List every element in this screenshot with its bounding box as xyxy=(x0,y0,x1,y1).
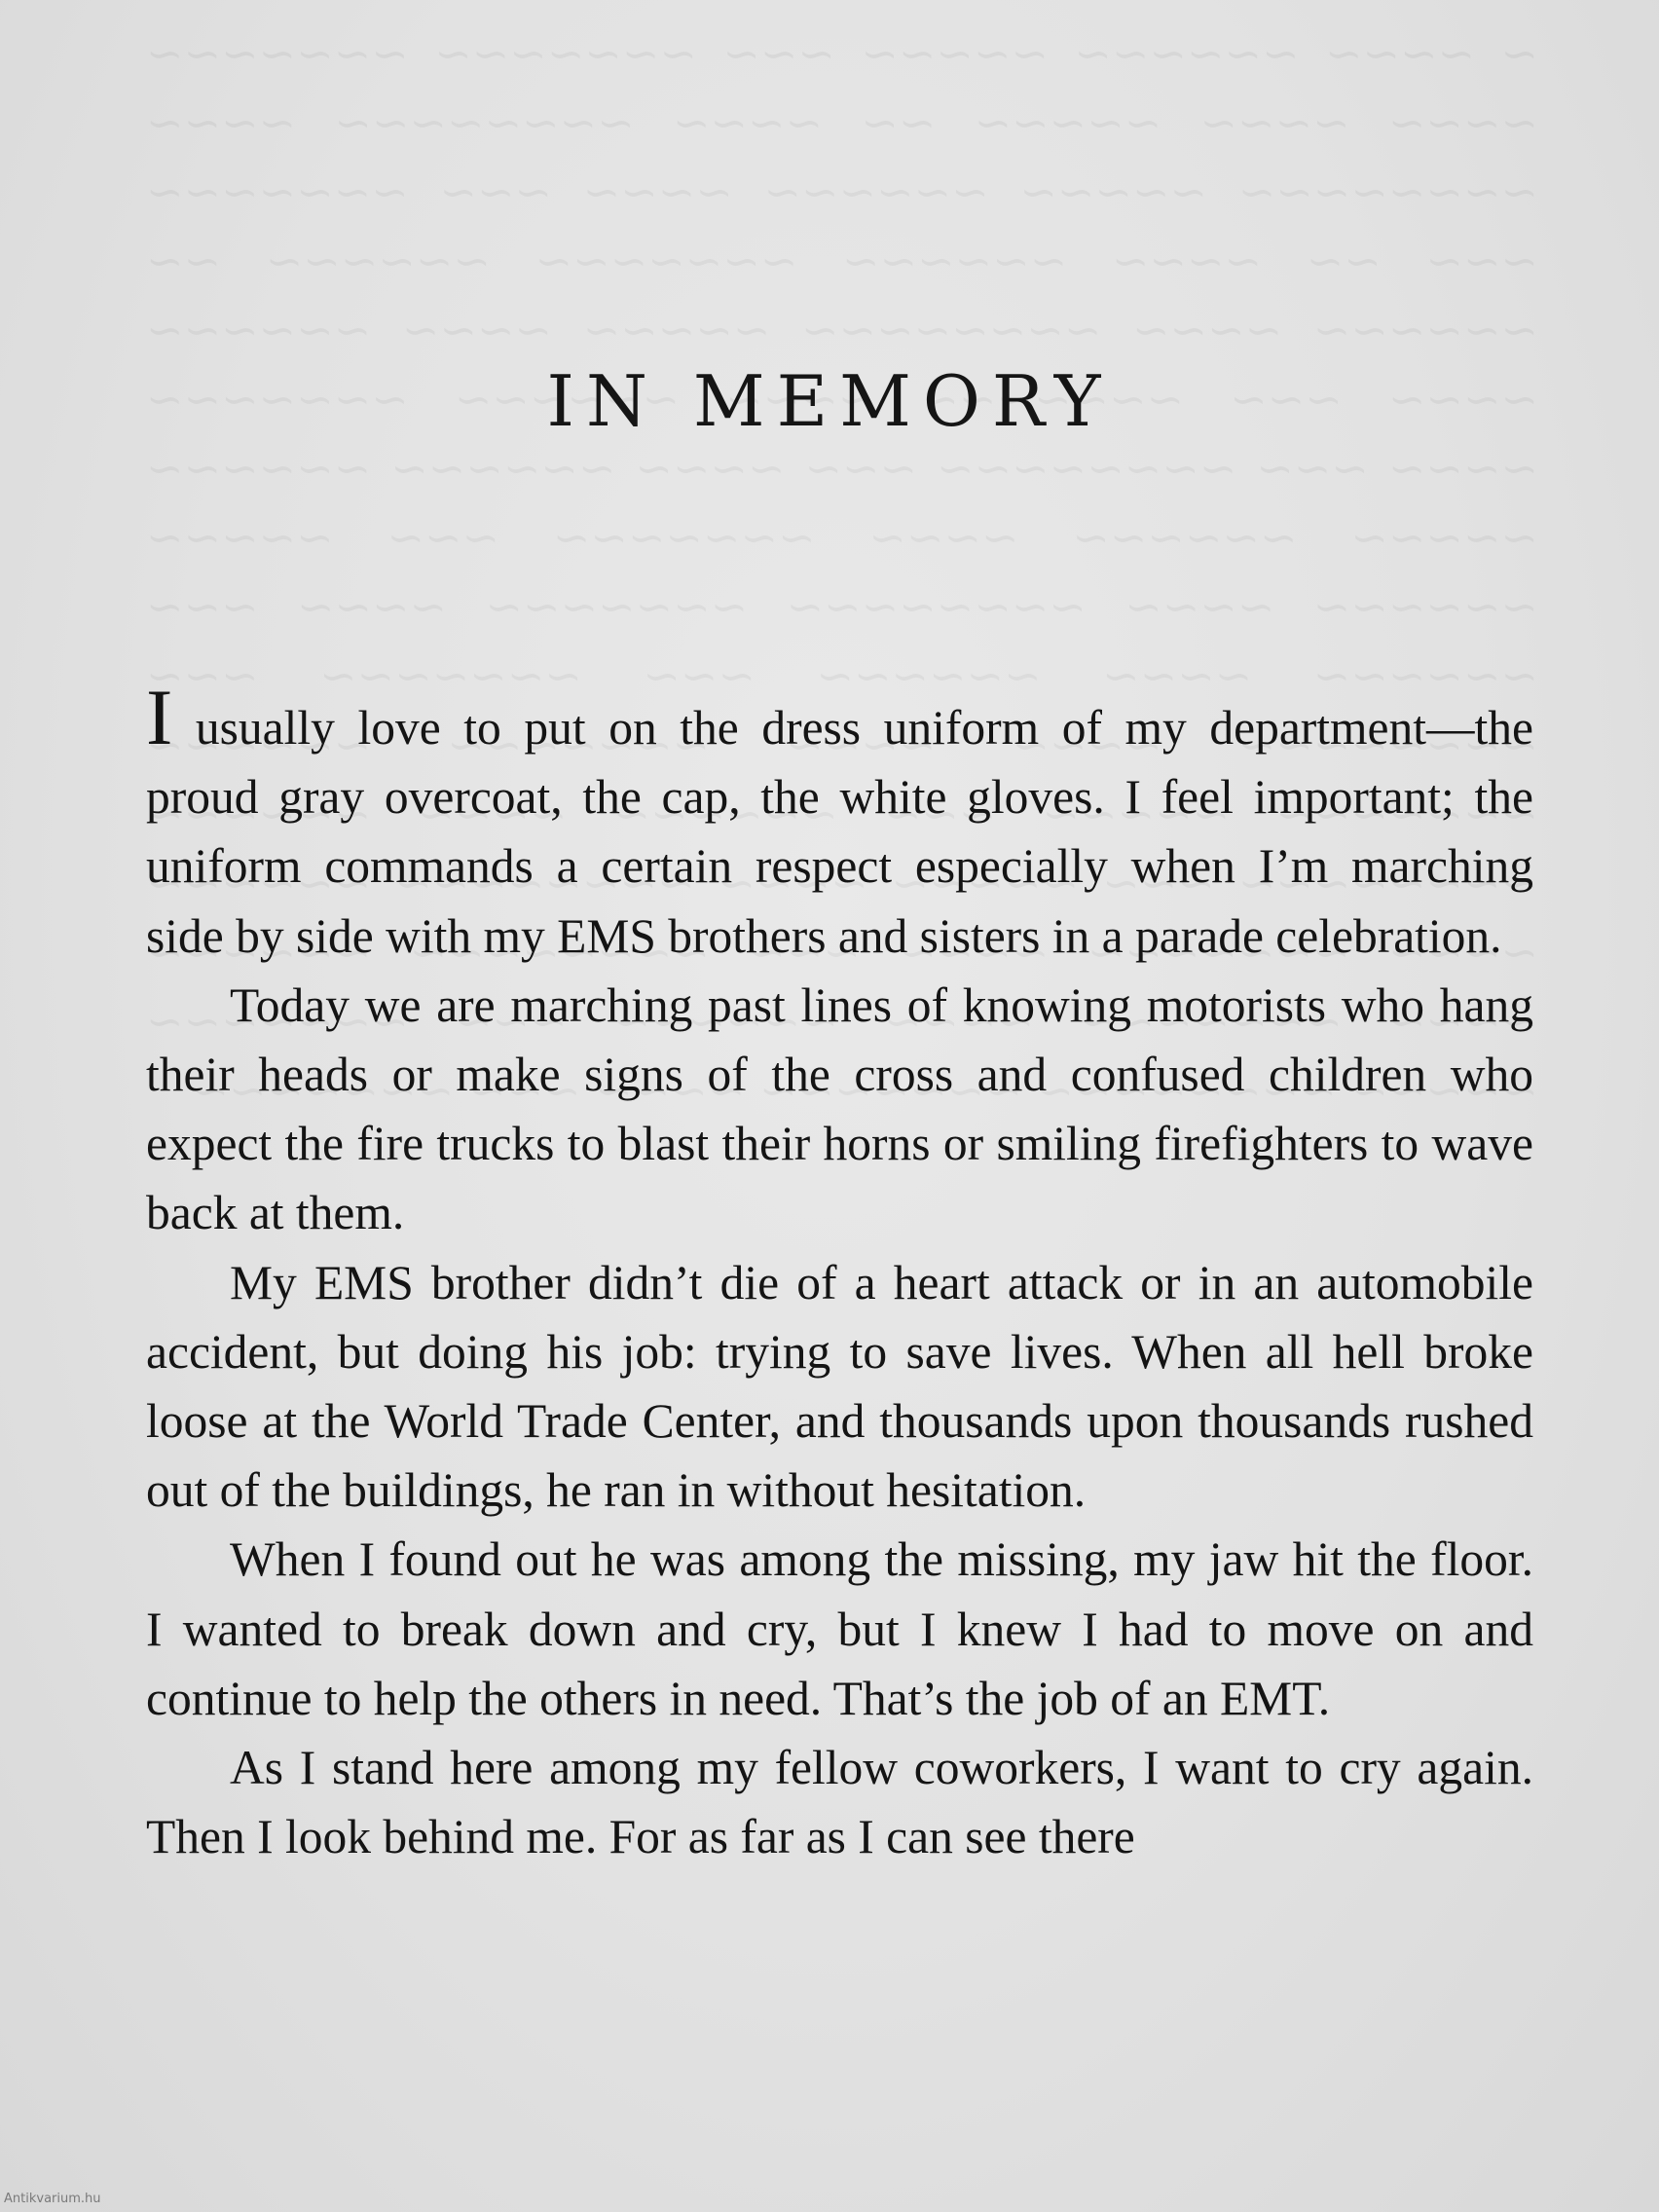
dropcap: I xyxy=(146,673,173,761)
paragraph-4: When I found out he was among the missing, my jaw hit the floor. I wanted to break down and cry, but I knew I had to move on and continue to help the others in need. That’s the job of an EMT. xyxy=(146,1532,1533,1725)
watermark: Antikvarium.hu xyxy=(4,2192,101,2206)
paragraph-1-text: usually love to put on the dress uniform of my department—the proud gray overcoat, the cap, the white gloves. I feel important; the uniform commands a certain respect especially when I’m marching side by side with my EMS brothers and sisters in a parade celebration. xyxy=(146,701,1533,963)
body-text xyxy=(146,673,1533,1871)
paragraph-3: My EMS brother didn’t die of a heart attack or in an automobile accident, but doing his job: trying to save lives. When all hell broke loose at the World Trade Center, and thousands upon thousands rushed out of the buildings, he ran in without hesitation. xyxy=(146,1255,1533,1518)
paragraph-1 xyxy=(146,673,1533,971)
paragraph-2: Today we are marching past lines of knowing motorists who hang their heads or make signs of the cross and confused children who expect the fire trucks to blast their horns or smiling firefighters to wave back at them. xyxy=(146,977,1533,1240)
page-title: IN MEMORY xyxy=(546,360,1113,442)
paragraph-5: As I stand here among my fellow coworkers, I want to cry again. Then I look behind me. For as far as I can see there xyxy=(146,1741,1533,1864)
